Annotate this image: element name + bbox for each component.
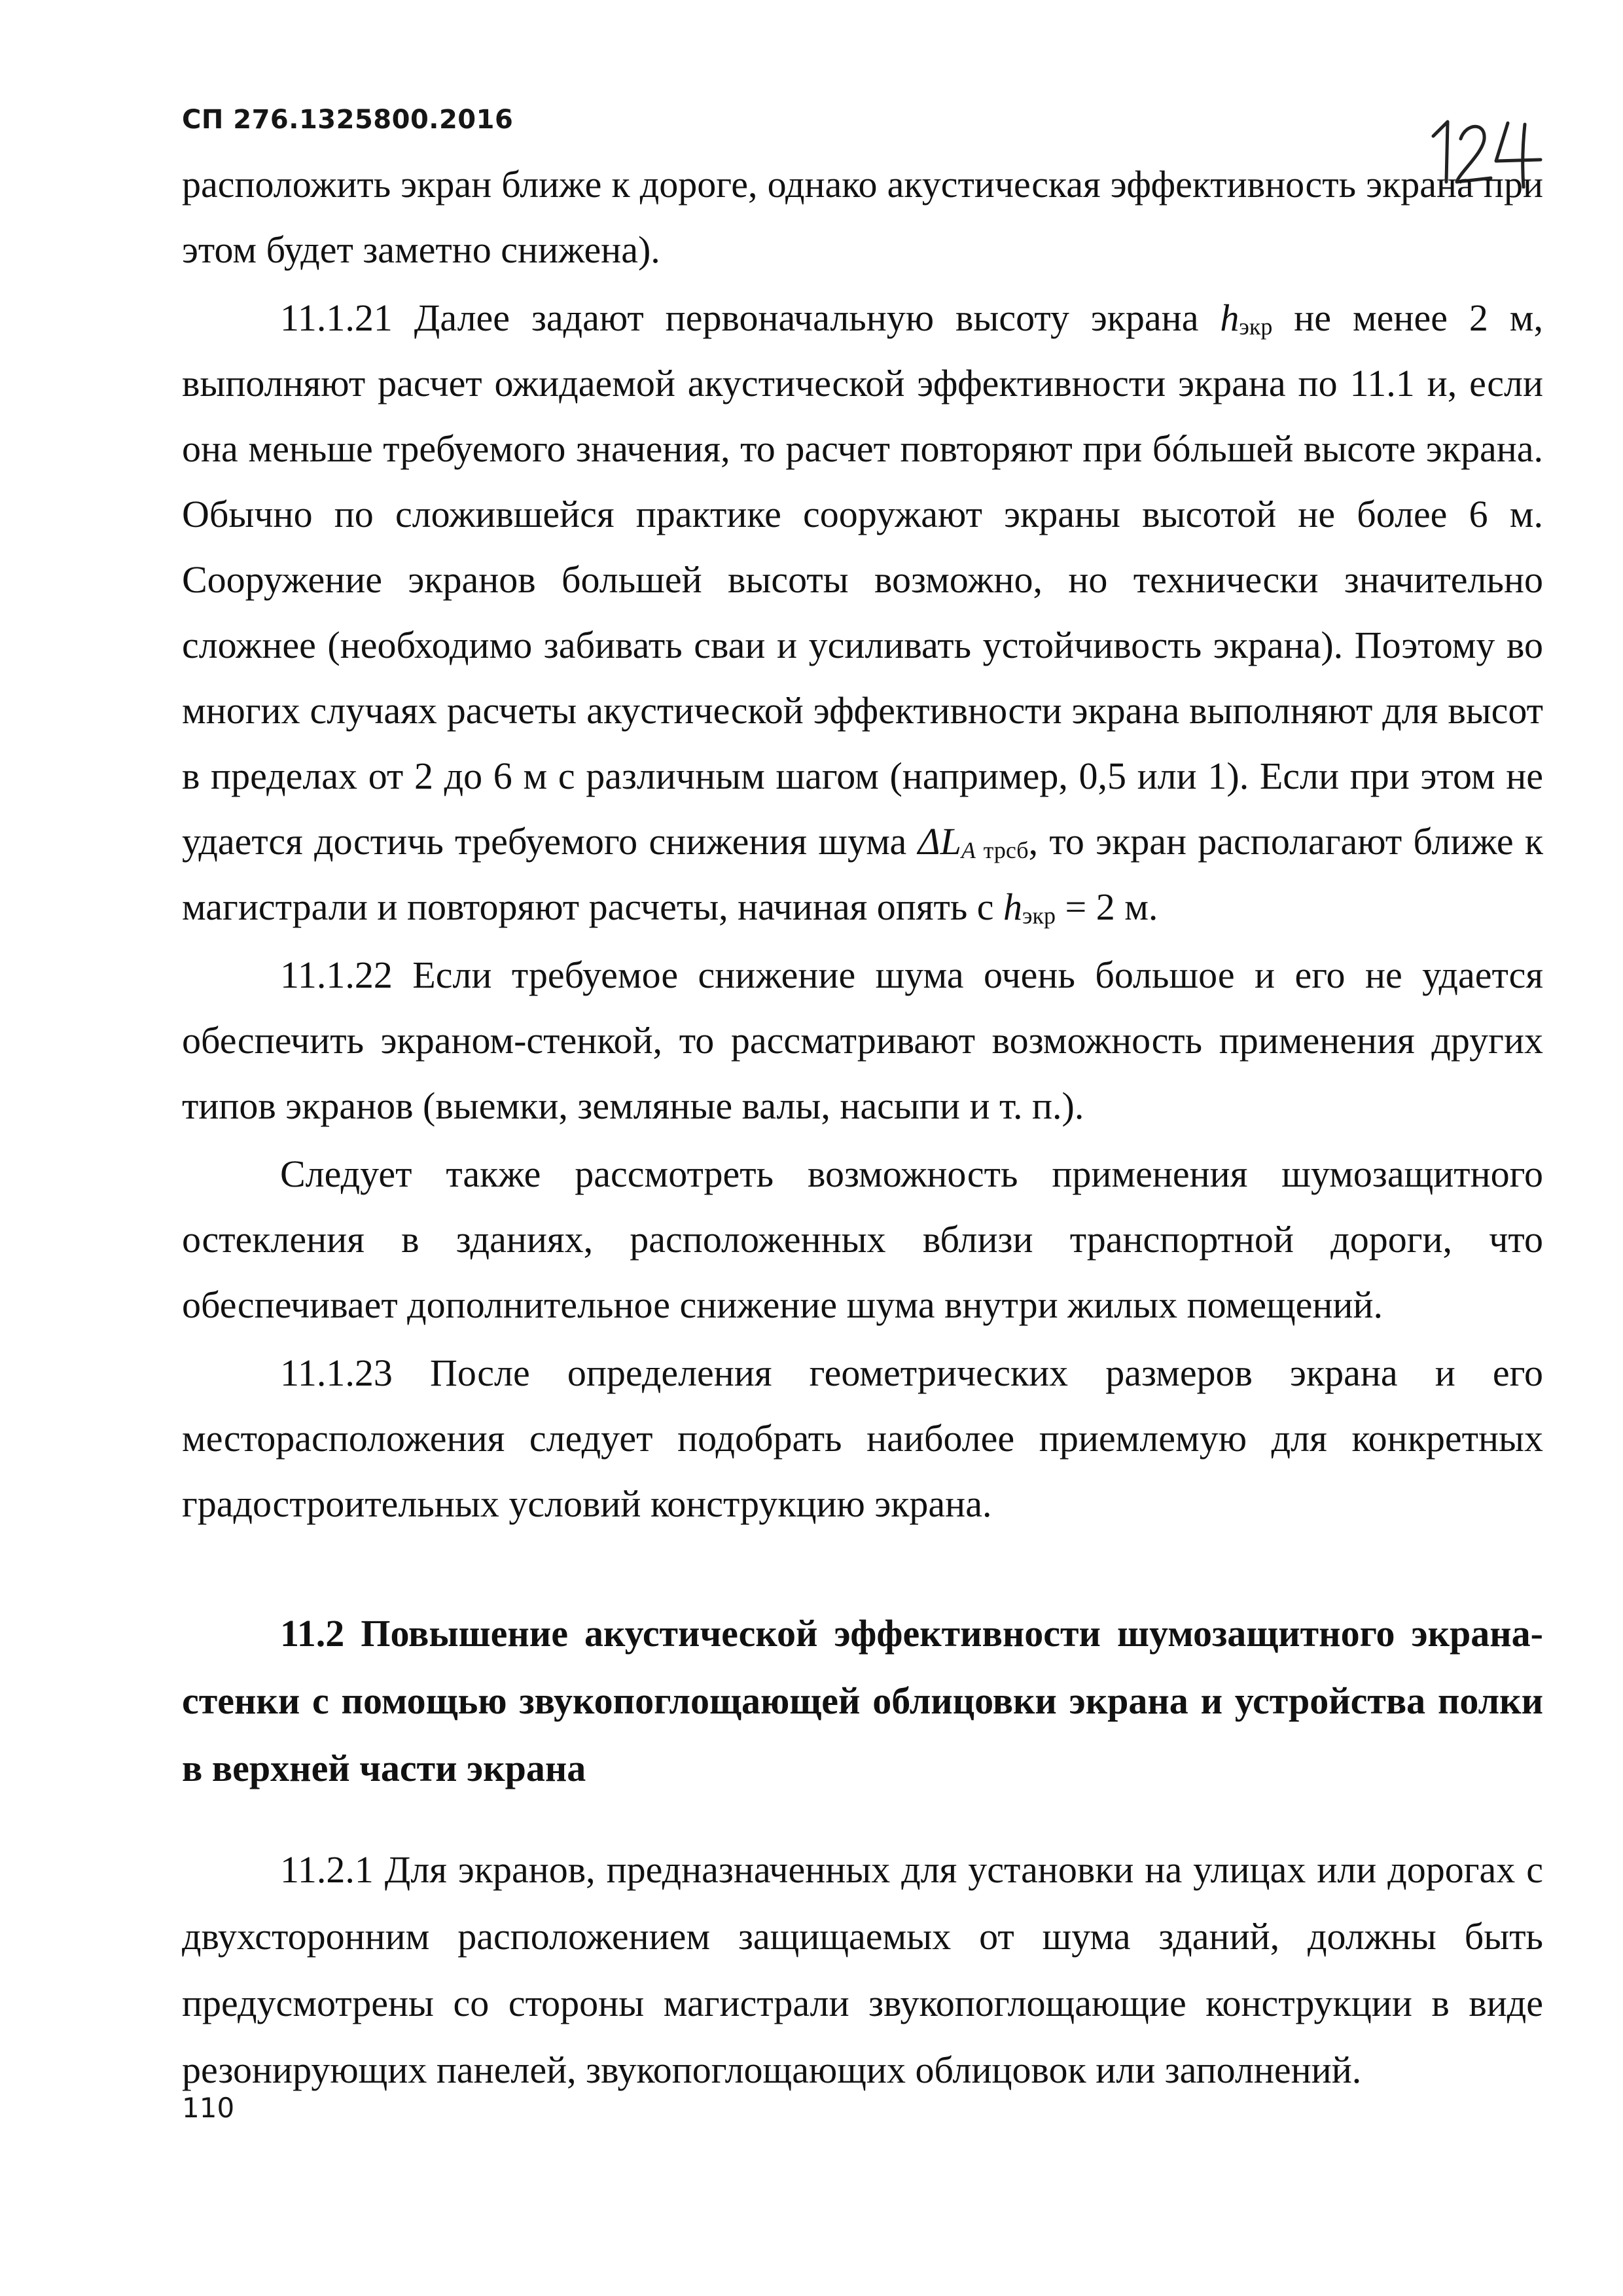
paragraph-glazing: Следует также рассмотреть возможность применения шумозащитного остекления в зданиях, расположенных вблизи транспортной дороги, что обеспечивает дополнительное снижение шума внутри жилых помещений. [182,1153,1543,1326]
paragraph-11-2-1: 11.2.1 Для экранов, предназначенных для установки на улицах или дорогах с двухсторонним расположением защищаемых от шума зданий, должны быть предусмотрены со стороны магистрали звукопоглощающие конструкции в виде резонирующих панелей, звукопоглощающих облицовок или заполнений. [182,1848,1543,2091]
section-heading-11-2: 11.2 Повышение акустической эффективности шумозащитного экрана-стенки с помощью звукопоглощающей облицовки экрана и устройства полки в верхней части экрана [182,1612,1543,1789]
document-code: СП 276.1325800.2016 [182,105,514,135]
main-text [182,152,1543,1537]
page-number: 110 [182,2092,235,2124]
paragraph-continuation: расположить экран ближе к дороге, однако акустическая эффективность экрана при этом будет заметно снижена). [182,163,1543,271]
paragraph-11-1-22: 11.1.22 Если требуемое снижение шума очень большое и его не удается обеспечить экраном-стенкой, то рассматривают возможность применения других типов экранов (выемки, земляные валы, насыпи и т. п.). [182,954,1543,1127]
paragraph-11-1-23: 11.1.23 После определения геометрических размеров экрана и его месторасположения следует подобрать наиболее приемлемую для конкретных градостроительных условий конструкцию экрана. [182,1352,1543,1525]
paragraph-11-1-21: 11.1.21 Далее задают первоначальную высоту экрана $h_{экр}$ не менее 2 м, выполняют расчет ожидаемой акустической эффективности экрана по 11.1 и, если она меньше требуемого значения, то расчет повторяют при бóльшей высоте экрана. Обычно по сложившейся практике сооружают экраны высотой не более 6 м. Сооружение экранов большей высоты возможно, но технически значительно сложнее (необходимо забивать сваи и усиливать устойчивость экрана). Поэтому во многих случаях расчеты акустической эффективности экрана выполняют для высот в пределах от 2 до 6 м с различным шагом (например, 0,5 или 1). Если при этом не удается достичь требуемого снижения шума $\Delta L_{A трсб}$, то экран располагают ближе к магистрали и повторяют расчеты, начиная опять с $h_{экр} = 2$ м. [182,296,1544,929]
